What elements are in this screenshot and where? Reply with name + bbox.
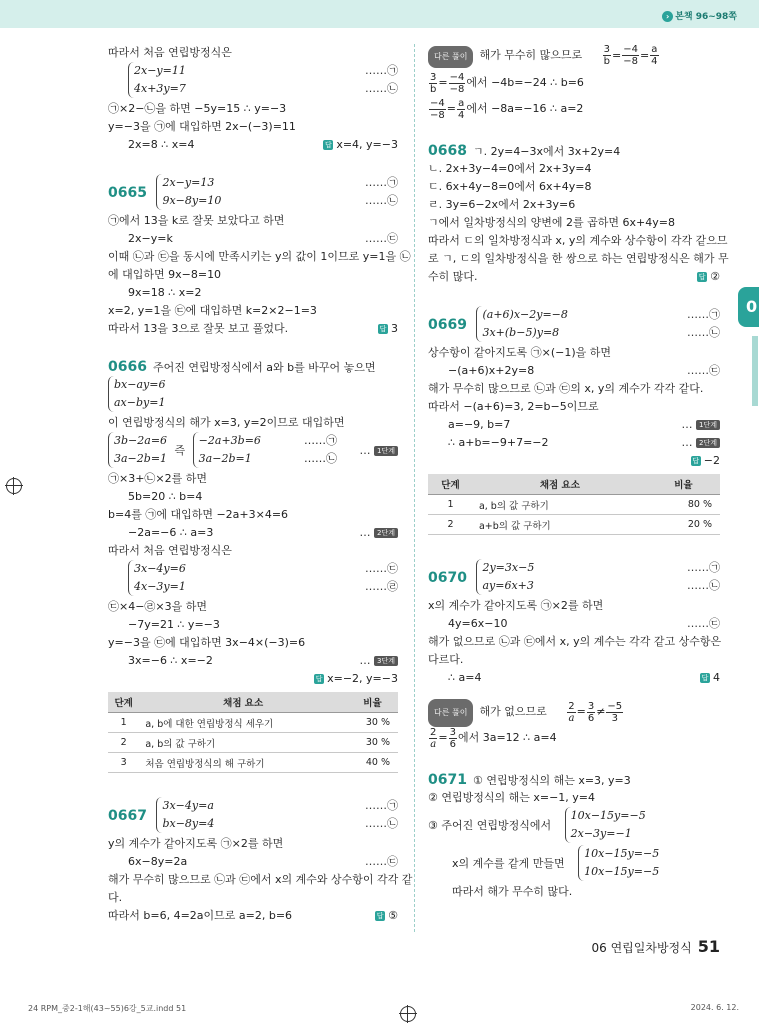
- answer: 답 4: [701, 671, 720, 684]
- answer: 답 ⑤: [376, 909, 398, 922]
- arrow-icon: ›: [662, 11, 673, 22]
- text-line: x=2, y=1을 ㉢에 대입하면 k=2×2−1=3: [108, 304, 317, 317]
- page-footer: 06 연립일차방정식 51: [591, 937, 720, 956]
- page-number: 51: [697, 937, 720, 956]
- page-reference: › 본책 96~98쪽: [662, 9, 737, 22]
- step-badge: 2단계: [374, 528, 398, 538]
- text-line: 따라서 해가 무수히 많다.: [452, 885, 573, 898]
- text-line: ㄹ. 3y=6−2x에서 2x+3y=6: [428, 198, 576, 211]
- text-line: a=−9, b=7 … 1단계: [428, 416, 720, 434]
- text-line: ㉢×4−㉣×3을 하면: [108, 600, 208, 613]
- answer-icon: 답: [324, 141, 332, 149]
- registration-mark-icon: [400, 1006, 416, 1022]
- text-line: x의 계수를 같게 만들면 10x−15y=−5 10x−15y=−5: [428, 845, 720, 883]
- text-line: 따라서 b=6, 4=2a이므로 a=2, b=6 답 ⑤: [108, 907, 398, 925]
- text-line: $\frac{2}{a}$ = $\frac{3}{6}$ 에서 3a=12 ∴ a=4: [430, 726, 557, 750]
- text-line: ∴ a+b=−9+7=−2 … 2단계: [428, 434, 720, 452]
- text-line: 따라서 처음 연립방정식은: [108, 544, 232, 557]
- table-row: 1 a, b의 값 구하기 80 %: [428, 495, 720, 515]
- text-line: −(a+6)x+2y=8 ……㉢: [448, 364, 720, 377]
- right-column: [428, 44, 729, 901]
- text-line: y=−3을 ㉢에 대입하면 3x−4×(−3)=6: [108, 636, 306, 649]
- answer: 답 ②: [698, 270, 720, 283]
- text-line: 6x−8y=2a ……㉢: [128, 855, 398, 868]
- text-line: ㄷ. 6x+4y−8=0에서 6x+4y=8: [428, 180, 592, 193]
- step-badge: 1단계: [696, 420, 720, 430]
- text-line: 따라서 13을 3으로 잘못 보고 풀었다. 답 3: [108, 320, 398, 338]
- text-line: −2a=−6 ∴ a=3 … 2단계: [108, 524, 398, 542]
- alt-solution-badge: 다른 풀이: [428, 46, 473, 68]
- problem-0666: 0666 주어진 연립방정식에서 a와 b를 바꾸어 놓으면: [108, 359, 376, 375]
- text-line: ㄱ에서 일차방정식의 양변에 2를 곱하면 6x+4y=8: [428, 216, 675, 229]
- text-line: 해가 없으므로 ㉡과 ㉢에서 x, y의 계수는 각각 같고 상수항은: [428, 635, 722, 648]
- text-line: 3x=−6 ∴ x=−2 … 3단계: [108, 652, 398, 670]
- text-line: 2x−y=k ……㉢: [128, 232, 398, 245]
- alt-solution: 다른 풀이 해가 없으므로 $\frac{2}{a}$ = $\frac{3}{6}$ ≠ $\frac{-5}{3}$: [428, 699, 720, 725]
- top-banner: [0, 0, 759, 28]
- text-line: b=4를 ㉠에 대입하면 −2a+3×4=6: [108, 508, 289, 521]
- left-column: 따라서 처음 연립방정식은 2x−y=11 4x+3y=7 ……㉠ ……㉡ ㉠×2−㉡을 하면 −5y=15 ∴ y=−3 y=−3을 ㉠에 대입하면 2x−(−3)=11 2x=8 ∴ x=4 답 x=4, y=−3 0665 2x−y=13 9x−8y=10 ……㉠ ……㉡ ㉠에서 13을 k로 잘못 보았다고 하면 2x−y=k ……㉢ 이때 ㉡과 ㉢을 동시에 만족시키는 y의 값이 1이므로 y=1을 ㉡ 에 대입하면 9x−8=10 9x=18 ∴ x=2 x=2, y=1을 ㉢에 대입하면 k=2×2−1=3 따라서 13을 3으로 잘못 보고 풀었다. 답 3 0666 주어진 연립방정식에서 a와 b를 바꾸어 놓으면 bx−ay=6 ax−by=1 이 연립방정식의 해가 x=3, y=2이므로 대입하면 3b−2a=6 3a−2b=1 즉 −2a+3b=6 3a−2b=1 ……㉠ ……㉡ … 1단계 ㉠×3+㉡×2를 하면 5b=20 ∴ b=4 b=4를 ㉠에 대입하면 −2a+3×4=6 −2a=−6 ∴ a=3 … 2단계 따라서 처음 연립방정식은 3x−4y=6 4x−3y=1 ……㉢ ……㉣ ㉢×4−㉣×3을 하면 −7y=21 ∴ y=−3 y=−3을 ㉢에 대입하면 3x−4×(−3)=6 3x=−6 ∴ x=−2 … 3단계 답 x=−2, y=−3 단계 채점 요소 비율 1 a, b에 대한 연립방정식 세우기 30 % 2 a, b의 값 구하기 30 % 3 처음 연립방정식의 해 구하기 40 % 0667 3x−4y=a bx−8y=4 ……㉠ ……㉡ y의 계수가 같아지도록 ㉠×2를 하면 6x−8y=2a ……㉢ 해가 무수히 많으므로 ㉡과 ㉢에서 x의 계수와 상수항이 각각 같 다. 따라서 b=6, 4=2a이므로 a=2, b=6 답 ⑤: [108, 44, 398, 925]
- print-date: 2024. 6. 12.: [690, 1003, 739, 1012]
- problem-0670: 0670 2y=3x−5 ay=6x+3 ……㉠ ……㉡: [428, 559, 720, 597]
- text-line: y=−3을 ㉠에 대입하면 2x−(−3)=11: [108, 120, 296, 133]
- problem-0669: 0669 (a+6)x−2y=−8 3x+(b−5)y=8 ……㉠ ……㉡: [428, 306, 720, 344]
- table-row: 3 처음 연립방정식의 해 구하기 40 %: [108, 753, 398, 773]
- answer-icon: 답: [376, 912, 384, 920]
- text-line: 에 대입하면 9x−8=10: [108, 268, 222, 281]
- text-line: ㉠×2−㉡을 하면 −5y=15 ∴ y=−3: [108, 102, 287, 115]
- alt-solution-badge: 다른 풀이: [428, 699, 473, 727]
- answer: 답 x=−2, y=−3: [315, 672, 398, 685]
- table-row: 2 a+b의 값 구하기 20 %: [428, 515, 720, 535]
- text-line: ∴ a=4 답 4: [428, 669, 720, 687]
- answer-icon: 답: [692, 457, 700, 465]
- table-row: 1 a, b에 대한 연립방정식 세우기 30 %: [108, 713, 398, 733]
- text-line: 따라서 처음 연립방정식은: [108, 46, 232, 59]
- text-line: ㉠×3+㉡×2를 하면: [108, 472, 208, 485]
- text-line: 로 ㄱ, ㄷ의 일차방정식을 한 쌍으로 하는 연립방정식은 해가 무: [428, 252, 729, 265]
- text-line: 5b=20 ∴ b=4: [128, 490, 203, 503]
- answer: 답 x=4, y=−3: [324, 138, 398, 151]
- text-line: y의 계수가 같아지도록 ㉠×2를 하면: [108, 837, 284, 850]
- chapter-tab: 0: [738, 287, 759, 327]
- step-badge: 2단계: [696, 438, 720, 448]
- answer-icon: 답: [315, 675, 323, 683]
- answer-icon: 답: [698, 273, 706, 281]
- text-line: 상수항이 같아지도록 ㉠×(−1)을 하면: [428, 346, 612, 359]
- scoring-table: 단계 채점 요소 비율 1 a, b의 값 구하기 80 % 2 a+b의 값 구하기 20 %: [428, 474, 720, 535]
- answer-icon: 답: [379, 325, 387, 333]
- text-line: 4y=6x−10 ……㉢: [448, 617, 720, 630]
- text-line: x의 계수가 같아지도록 ㉠×2를 하면: [428, 599, 604, 612]
- column-divider: [414, 44, 415, 932]
- answer: 답 3: [379, 322, 398, 335]
- scoring-table: 단계 채점 요소 비율 1 a, b에 대한 연립방정식 세우기 30 % 2 a, b의 값 구하기 30 % 3 처음 연립방정식의 해 구하기 40 %: [108, 692, 398, 773]
- registration-mark-icon: [6, 478, 22, 494]
- answer-icon: 답: [701, 674, 709, 682]
- text-line: 2x=8 ∴ x=4 답 x=4, y=−3: [108, 136, 398, 154]
- alt-solution: 다른 풀이 해가 무수히 많으므로 $\frac{3}{b}$ = $\frac{-4}{-8}$ = $\frac{a}{4}$: [428, 44, 720, 70]
- text-line: 이때 ㉡과 ㉢을 동시에 만족시키는 y의 값이 1이므로 y=1을 ㉡: [108, 250, 411, 263]
- text-line: 이 연립방정식의 해가 x=3, y=2이므로 대입하면: [108, 416, 345, 429]
- text-line: 수히 많다. 답 ②: [428, 268, 720, 286]
- text-line: 해가 무수히 많으므로 ㉡과 ㉢에서 x의 계수와 상수항이 각각 같: [108, 873, 413, 886]
- problem-0671: 0671 ① 연립방정식의 해는 x=3, y=3: [428, 772, 631, 788]
- text-line: ② 연립방정식의 해는 x=−1, y=4: [428, 791, 596, 804]
- chapter-side-label: [752, 336, 758, 406]
- text-line: ㄴ. 2x+3y−4=0에서 2x+3y=4: [428, 162, 592, 175]
- problem-0668: 0668 ㄱ. 2y=4−3x에서 3x+2y=4: [428, 143, 621, 159]
- step-badge: 3단계: [374, 656, 398, 666]
- text-line: 따라서 −(a+6)=3, 2=b−5이므로: [428, 400, 599, 413]
- text-line: $\frac{3}{b}$ = $\frac{-4}{-8}$ 에서 −4b=−24 ∴ b=6: [430, 71, 584, 95]
- text-line: 9x=18 ∴ x=2: [128, 286, 202, 299]
- problem-0667: 0667 3x−4y=a bx−8y=4 ……㉠ ……㉡: [108, 797, 398, 835]
- problem-0665: 0665 2x−y=13 9x−8y=10 ……㉠ ……㉡: [108, 174, 398, 212]
- step-badge: 1단계: [374, 446, 398, 456]
- text-line: 따라서 ㄷ의 일차방정식과 x, y의 계수와 상수항이 각각 같으므: [428, 234, 728, 247]
- answer: 답 −2: [692, 454, 720, 467]
- text-line: −7y=21 ∴ y=−3: [128, 618, 220, 631]
- text-line: ㉠에서 13을 k로 잘못 보았다고 하면: [108, 214, 285, 227]
- print-slug: 24 RPM_중2-1해(43~55)6강_5교.indd 51: [28, 1004, 187, 1013]
- text-line: 다.: [108, 891, 123, 904]
- table-row: 2 a, b의 값 구하기 30 %: [108, 733, 398, 753]
- text-line: 다르다.: [428, 653, 464, 666]
- system: 2x−y=11 4x+3y=7 ……㉠ ……㉡: [108, 62, 398, 100]
- text-line: $\frac{-4}{-8}$ = $\frac{a}{4}$ 에서 −8a=−16 ∴ a=2: [430, 97, 584, 121]
- text-line: ③ 주어진 연립방정식에서 10x−15y=−5 2x−3y=−1: [428, 807, 720, 845]
- text-line: 해가 무수히 많으므로 ㉡과 ㉢의 x, y의 계수가 각각 같다.: [428, 382, 704, 395]
